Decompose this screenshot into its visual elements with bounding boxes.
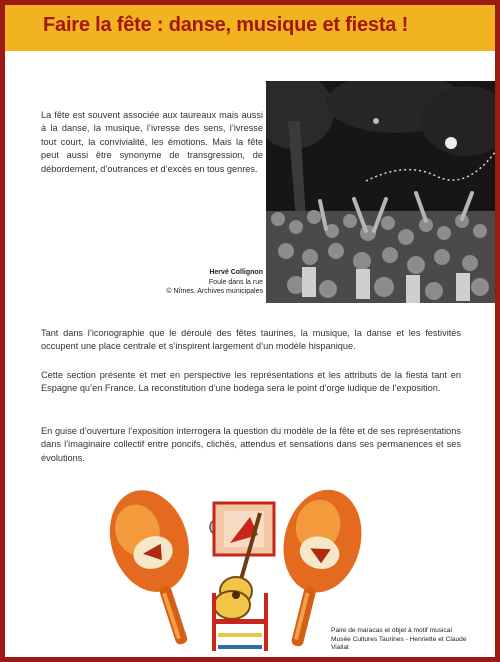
body-paragraph-1: Tant dans l’iconographie que le déroulé des fêtes taurines, la musique, la danse et les festivités occupent une place centrale et s’inspirent largement d’un modèle hispanique. xyxy=(41,328,461,352)
body-paragraph-3: En guise d’ouverture l’exposition interrogera la question du modèle de la fête et de ses représentations dans l’imaginaire collectif entre poncifs, clichés, attendus et sensations dans ses permanences et ses évolutions. xyxy=(41,426,461,463)
photo-author: Hervé Collignon xyxy=(209,269,263,276)
body-paragraph-2: Cette section présente et met en perspective les représentations et les attributs de la fiesta tant en Espagne qu’en France. La reconstitution d’une bodega sera le point d’orge ludique de l’exposition. xyxy=(41,370,461,394)
intro-paragraph: La fête est souvent associée aux taureaux mais aussi à la danse, la musique, l’ivresse des sens, l’ivresse tout court, la convivialité, les émotions. Mais la fête peut aussi être synonyme de transgression, de débordement, d’outrances et d’excès en tous genres. xyxy=(41,110,263,174)
page-title: Faire la fête : danse, musique et fiesta ! xyxy=(43,14,409,36)
title-band xyxy=(5,5,495,51)
objects-caption-line-1: Paire de maracas et objet à motif musical xyxy=(331,627,452,634)
page-frame xyxy=(5,5,495,657)
photo-caption: Foule dans la rue xyxy=(208,278,263,286)
photo-credit xyxy=(125,268,263,297)
objects-caption-line-2: Musée Cultures Taurines - Henriette et Claude Viallat xyxy=(331,635,467,652)
objects-caption xyxy=(331,627,481,653)
photo-rights: © Nîmes. Archives municipales xyxy=(166,288,263,295)
crowd-photo xyxy=(266,81,495,303)
